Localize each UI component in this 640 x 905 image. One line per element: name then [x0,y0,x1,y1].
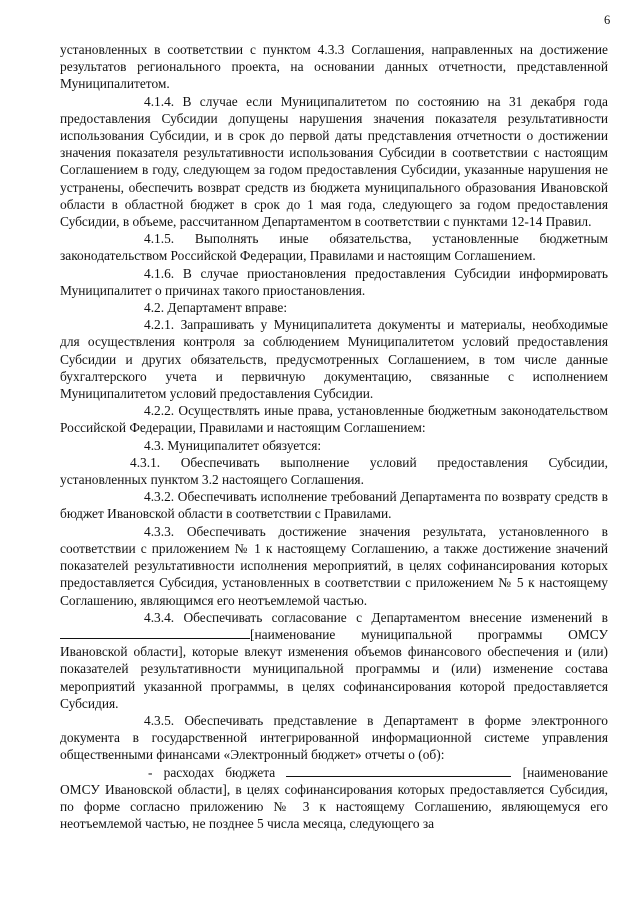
paragraph-4-2: 4.2. Департамент вправе: [144,300,288,316]
paragraph-4-3-3: 4.3.3. Обеспечивать достижение значения результата, установленного в соответствии с приложением № 1 к настоящему Соглашению, а также достижение значений показателей результативности исполнения мероприятий, в целях софинансирования которых предоставляется Субсидия, установленных в соответствии с приложением № 5 к настоящему Соглашению, являющимся его неотъемлемой частью. [60,523,608,608]
budget-expenses-rest: [наименование ОМСУ Ивановской области], в целях софинансирования которых предоставляется Субсидия, по форме согласно приложению № 3 к настоящему Соглашению, являющемуся его неотъемлемой частью, не позднее 5 числа месяца, следующего за [60,764,608,832]
paragraph-4-1-4: 4.1.4. В случае если Муниципалитетом по состоянию на 31 декабря года предоставления Субсидии допущены нарушения значения показателя результативности использования Субсидии, и в срок до первой даты представления отчетности о достижении значения показателя результативности использования Субсидии в соответствии с настоящим Соглашением в году, следующем за годом предоставления Субсидии, указанные нарушения не устранены, обеспечить возврат средств из бюджета муниципального образования Ивановской области в областной бюджет в срок до 1 мая года, следующего за годом предоставления Субсидии, в объеме, рассчитанном Департаментом в соответствии с пунктами 12-14 Правил. [60,93,608,230]
paragraph-4-3-5: 4.3.5. Обеспечивать представление в Департамент в форме электронного документа в государственной интегрированной информационной системе управления общественными финансами «Электронный бюджет» отчеты о (об): [60,712,608,763]
omsu-name-blank [286,764,511,777]
page-number: 6 [604,13,611,27]
budget-expenses-lead: - расходах бюджета [148,764,276,780]
program-name-blank [60,626,250,639]
paragraph-4-1-6: 4.1.6. В случае приостановления предоставления Субсидии информировать Муниципалитет о причинах такого приостановления. [60,265,608,298]
paragraph-4-1-5: 4.1.5. Выполнять иные обязательства, установленные бюджетным законодательством Российской Федерации, Правилами и настоящим Соглашением. [60,231,608,264]
paragraph-budget-expenses [60,764,608,833]
paragraph-4-3-4-lead: 4.3.4. Обеспечивать согласование с Департаментом внесение изменений в [144,609,608,625]
paragraph-4-3-4-rest: [наименование муниципальной программы ОМСУ Ивановской области], которые влекут изменения объемов финансового обеспечения и (или) показателей результативности муниципальной программы и (или) изменение состава мероприятий указанной программы, в целях софинансирования которой предоставляется Субсидия. [60,626,608,711]
paragraph-4-3-1: 4.3.1. Обеспечивать выполнение условий предоставления Субсидии, установленных пунктом 3.2 настоящего Соглашения. [60,454,608,488]
paragraph-4-2-2: 4.2.2. Осуществлять иные права, установленные бюджетным законодательством Российской Федерации, Правилами и настоящим Соглашением: [60,403,608,436]
paragraph-4-3-2: 4.3.2. Обеспечивать исполнение требований Департамента по возврату средств в бюджет Ивановской области в соответствии с Правилами. [60,489,608,522]
paragraph-4-3-4 [60,609,608,712]
document-body [60,41,608,832]
paragraph-continuation: установленных в соответствии с пунктом 4.3.3 Соглашения, направленных на достижение результатов регионального проекта, на основании данных отчетности, представленной Муниципалитетом. [60,42,608,92]
paragraph-4-2-1: 4.2.1. Запрашивать у Муниципалитета документы и материалы, необходимые для осуществления контроля за соблюдением Муниципалитетом условий предоставления Субсидии и других обязательств, предусмотренных Соглашением, в том числе данные бухгалтерского учета и первичную документацию, связанные с исполнением Муниципалитетом условий предоставления Субсидии. [60,317,608,402]
paragraph-4-3: 4.3. Муниципалитет обязуется: [144,437,322,453]
